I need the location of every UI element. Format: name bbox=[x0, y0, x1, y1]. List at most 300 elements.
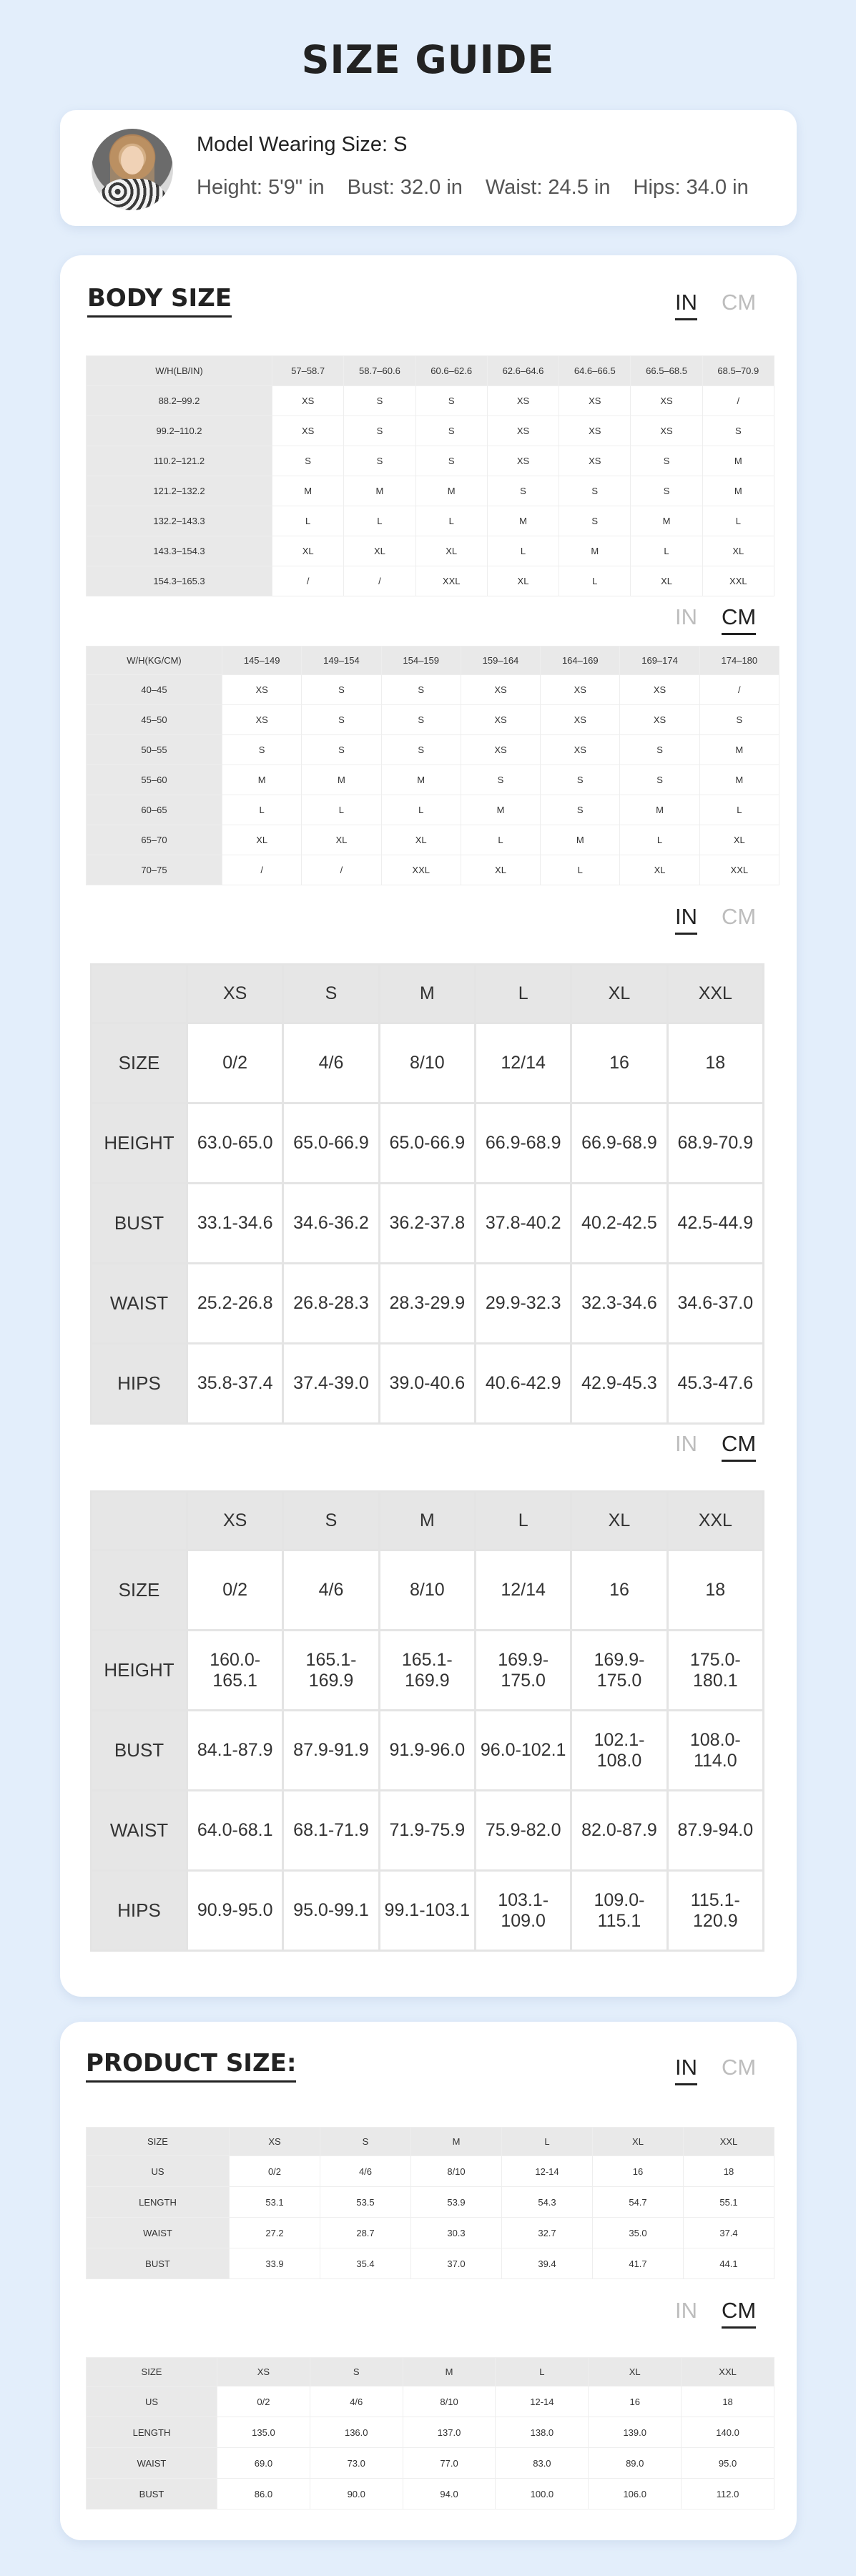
table-cell: S bbox=[461, 765, 540, 795]
table-cell: XS bbox=[461, 705, 540, 735]
model-measurements bbox=[197, 176, 749, 200]
unit-in-tab[interactable]: IN bbox=[675, 2055, 697, 2085]
table-cell: 27.2 bbox=[230, 2218, 320, 2248]
unit-in-tab[interactable]: IN bbox=[675, 290, 697, 320]
table-column-header: XXL bbox=[667, 965, 763, 1023]
unit-in-tab[interactable]: IN bbox=[675, 2298, 697, 2323]
table-cell: 44.1 bbox=[684, 2248, 774, 2279]
table-row-header: WAIST bbox=[87, 2448, 217, 2479]
table-row-header: 70–75 bbox=[87, 855, 222, 885]
unit-cm-tab[interactable]: CM bbox=[722, 2055, 757, 2080]
table-column-header: XXL bbox=[682, 2358, 774, 2386]
table-cell: 28.3-29.9 bbox=[379, 1264, 475, 1344]
table-cell: XXL bbox=[381, 855, 461, 885]
table-cell: 103.1-109.0 bbox=[475, 1871, 571, 1951]
table-cell: XL bbox=[381, 825, 461, 855]
table-row-header: HIPS bbox=[92, 1344, 187, 1424]
table-row bbox=[92, 1184, 764, 1264]
model-wearing-size: Model Wearing Size: S bbox=[197, 133, 408, 156]
table-cell: 34.6-37.0 bbox=[667, 1264, 763, 1344]
table-row bbox=[87, 476, 774, 506]
table-row-header: LENGTH bbox=[87, 2417, 217, 2448]
table-cell: S bbox=[620, 765, 699, 795]
table-cell: XS bbox=[272, 416, 344, 446]
table-cell: / bbox=[272, 566, 344, 596]
table-cell: S bbox=[381, 735, 461, 765]
table-row bbox=[87, 506, 774, 536]
unit-cm-tab[interactable]: CM bbox=[722, 2298, 756, 2329]
table-cell: 89.0 bbox=[589, 2448, 682, 2479]
table-cell: S bbox=[631, 446, 702, 476]
table-row bbox=[92, 1103, 764, 1184]
table-column-header: 60.6–62.6 bbox=[415, 356, 487, 386]
table-cell: 42.5-44.9 bbox=[667, 1184, 763, 1264]
table-cell: 169.9-175.0 bbox=[475, 1631, 571, 1711]
table-cell: M bbox=[461, 795, 540, 825]
table-row bbox=[87, 2417, 774, 2448]
table-row-header: 45–50 bbox=[87, 705, 222, 735]
table-cell: 16 bbox=[571, 1550, 667, 1631]
product-size-table-in bbox=[86, 2127, 774, 2279]
table-cell: 95.0-99.1 bbox=[283, 1871, 379, 1951]
table-cell: M bbox=[559, 536, 631, 566]
table-cell: 69.0 bbox=[217, 2448, 310, 2479]
table-cell: 40.6-42.9 bbox=[475, 1344, 571, 1424]
table-row-header: BUST bbox=[87, 2248, 230, 2279]
unit-cm-tab[interactable]: CM bbox=[722, 904, 757, 929]
table-cell: XS bbox=[559, 446, 631, 476]
weight-height-table-cm bbox=[86, 646, 779, 885]
table-row-header: LENGTH bbox=[87, 2187, 230, 2218]
table-cell: S bbox=[344, 386, 415, 416]
table-cell: S bbox=[620, 735, 699, 765]
table-cell: L bbox=[415, 506, 487, 536]
table-cell: 37.4 bbox=[684, 2218, 774, 2248]
table-row-header: 132.2–143.3 bbox=[87, 506, 272, 536]
table-cell: XXL bbox=[699, 855, 779, 885]
table-cell: XL bbox=[461, 855, 540, 885]
table-cell: XS bbox=[461, 735, 540, 765]
table-row-header: SIZE bbox=[92, 1550, 187, 1631]
table-cell: 45.3-47.6 bbox=[667, 1344, 763, 1424]
table-cell: 30.3 bbox=[411, 2218, 502, 2248]
table-cell: S bbox=[381, 705, 461, 735]
table-cell: / bbox=[302, 855, 381, 885]
table-cell: 135.0 bbox=[217, 2417, 310, 2448]
table-cell: S bbox=[487, 476, 559, 506]
table-corner-header: SIZE bbox=[87, 2358, 217, 2386]
table-cell: S bbox=[631, 476, 702, 506]
unit-in-tab[interactable]: IN bbox=[675, 1431, 697, 1456]
table-row bbox=[87, 735, 779, 765]
table-row-header: WAIST bbox=[92, 1264, 187, 1344]
table-cell: 90.0 bbox=[310, 2479, 403, 2509]
table-cell: L bbox=[702, 506, 774, 536]
table-cell: 112.0 bbox=[682, 2479, 774, 2509]
table-cell: 8/10 bbox=[379, 1023, 475, 1103]
table-column-header: M bbox=[379, 965, 475, 1023]
table-column-header: S bbox=[283, 1492, 379, 1550]
table-cell: 8/10 bbox=[403, 2386, 496, 2417]
table-cell: 55.1 bbox=[684, 2187, 774, 2218]
table-column-header: XL bbox=[589, 2358, 682, 2386]
table-cell: 66.9-68.9 bbox=[571, 1103, 667, 1184]
table-row-header: WAIST bbox=[92, 1791, 187, 1871]
table-cell: S bbox=[699, 705, 779, 735]
table-cell: 8/10 bbox=[411, 2156, 502, 2187]
table-cell: 37.4-39.0 bbox=[283, 1344, 379, 1424]
table-row bbox=[87, 765, 779, 795]
table-cell: XS bbox=[487, 416, 559, 446]
table-cell: 106.0 bbox=[589, 2479, 682, 2509]
table-row-header: US bbox=[87, 2156, 230, 2187]
table-cell: 169.9-175.0 bbox=[571, 1631, 667, 1711]
table-cell: / bbox=[702, 386, 774, 416]
table-cell: 87.9-91.9 bbox=[283, 1711, 379, 1791]
table-cell: L bbox=[559, 566, 631, 596]
table-cell: 64.0-68.1 bbox=[187, 1791, 283, 1871]
table-column-header: 62.6–64.6 bbox=[487, 356, 559, 386]
table-cell: 71.9-75.9 bbox=[379, 1791, 475, 1871]
table-row-header: HEIGHT bbox=[92, 1103, 187, 1184]
table-cell: 53.5 bbox=[320, 2187, 411, 2218]
table-row-header: WAIST bbox=[87, 2218, 230, 2248]
table-cell: 32.7 bbox=[502, 2218, 593, 2248]
table-cell: 39.4 bbox=[502, 2248, 593, 2279]
table-cell: M bbox=[699, 765, 779, 795]
table-cell: 63.0-65.0 bbox=[187, 1103, 283, 1184]
table-cell: L bbox=[541, 855, 620, 885]
table-cell: 12/14 bbox=[475, 1550, 571, 1631]
table-cell: M bbox=[272, 476, 344, 506]
table-cell: XS bbox=[272, 386, 344, 416]
table-cell: S bbox=[272, 446, 344, 476]
unit-cm-tab[interactable]: CM bbox=[722, 604, 756, 635]
table-cell: 4/6 bbox=[320, 2156, 411, 2187]
table-cell: 115.1-120.9 bbox=[667, 1871, 763, 1951]
unit-in-tab[interactable]: IN bbox=[675, 604, 697, 629]
table-column-header: 159–164 bbox=[461, 647, 540, 675]
table-cell: XS bbox=[541, 735, 620, 765]
table-cell: 102.1-108.0 bbox=[571, 1711, 667, 1791]
table-cell: 37.0 bbox=[411, 2248, 502, 2279]
table-column-header: XL bbox=[571, 1492, 667, 1550]
table-cell: 165.1-169.9 bbox=[283, 1631, 379, 1711]
table-row-header: 50–55 bbox=[87, 735, 222, 765]
table-cell: 138.0 bbox=[496, 2417, 589, 2448]
unit-cm-tab[interactable]: CM bbox=[722, 1431, 756, 1462]
table-row-header: US bbox=[87, 2386, 217, 2417]
table-cell: M bbox=[699, 735, 779, 765]
table-cell: 18 bbox=[667, 1550, 763, 1631]
table-row bbox=[87, 675, 779, 705]
table-cell: XL bbox=[415, 536, 487, 566]
product-size-title: PRODUCT SIZE: bbox=[86, 2049, 296, 2083]
table-cell: 165.1-169.9 bbox=[379, 1631, 475, 1711]
unit-toggle-wh-cm bbox=[675, 604, 756, 635]
table-cell: M bbox=[541, 825, 620, 855]
table-row bbox=[87, 795, 779, 825]
page-title: SIZE GUIDE bbox=[301, 37, 555, 82]
table-cell: 65.0-66.9 bbox=[283, 1103, 379, 1184]
table-cell: 84.1-87.9 bbox=[187, 1711, 283, 1791]
table-cell: S bbox=[415, 446, 487, 476]
table-row bbox=[92, 1631, 764, 1711]
table-cell: 87.9-94.0 bbox=[667, 1791, 763, 1871]
model-avatar bbox=[92, 129, 173, 210]
model-bust: Bust: 32.0 in bbox=[347, 176, 463, 199]
table-cell: XS bbox=[559, 416, 631, 446]
table-cell: XS bbox=[541, 675, 620, 705]
table-column-header: 154–159 bbox=[381, 647, 461, 675]
table-column-header: XS bbox=[217, 2358, 310, 2386]
table-cell: L bbox=[620, 825, 699, 855]
table-column-header: M bbox=[403, 2358, 496, 2386]
table-row bbox=[87, 2248, 774, 2279]
unit-cm-tab[interactable]: CM bbox=[722, 290, 757, 315]
table-cell: M bbox=[631, 506, 702, 536]
table-cell: M bbox=[344, 476, 415, 506]
table-cell: 86.0 bbox=[217, 2479, 310, 2509]
table-row-header: 55–60 bbox=[87, 765, 222, 795]
table-cell: 83.0 bbox=[496, 2448, 589, 2479]
table-cell: 82.0-87.9 bbox=[571, 1791, 667, 1871]
table-column-header: 57–58.7 bbox=[272, 356, 344, 386]
unit-toggle-product-in bbox=[675, 2055, 756, 2085]
table-cell: XS bbox=[620, 705, 699, 735]
table-cell: S bbox=[302, 735, 381, 765]
table-cell: 26.8-28.3 bbox=[283, 1264, 379, 1344]
table-cell: L bbox=[699, 795, 779, 825]
table-row bbox=[92, 1711, 764, 1791]
table-cell: XS bbox=[620, 675, 699, 705]
table-cell: 39.0-40.6 bbox=[379, 1344, 475, 1424]
table-cell: L bbox=[381, 795, 461, 825]
table-row bbox=[92, 1550, 764, 1631]
table-column-header: M bbox=[411, 2128, 502, 2156]
table-cell: S bbox=[541, 795, 620, 825]
table-cell: S bbox=[541, 765, 620, 795]
table-corner-header bbox=[92, 1492, 187, 1550]
table-row-header: BUST bbox=[92, 1711, 187, 1791]
table-cell: XS bbox=[487, 446, 559, 476]
table-column-header: 174–180 bbox=[699, 647, 779, 675]
table-cell: 140.0 bbox=[682, 2417, 774, 2448]
table-cell: M bbox=[702, 446, 774, 476]
table-cell: 33.9 bbox=[230, 2248, 320, 2279]
table-corner-header bbox=[92, 965, 187, 1023]
table-cell: 66.9-68.9 bbox=[475, 1103, 571, 1184]
table-cell: 91.9-96.0 bbox=[379, 1711, 475, 1791]
table-cell: 32.3-34.6 bbox=[571, 1264, 667, 1344]
table-column-header: L bbox=[475, 965, 571, 1023]
product-size-card bbox=[60, 2022, 797, 2540]
table-column-header: 68.5–70.9 bbox=[702, 356, 774, 386]
table-cell: / bbox=[699, 675, 779, 705]
table-corner-header: W/H(KG/CM) bbox=[87, 647, 222, 675]
table-cell: XL bbox=[487, 566, 559, 596]
table-cell: L bbox=[631, 536, 702, 566]
unit-toggle-body-in bbox=[675, 904, 756, 935]
table-cell: XL bbox=[702, 536, 774, 566]
table-cell: 175.0-180.1 bbox=[667, 1631, 763, 1711]
table-cell: 18 bbox=[684, 2156, 774, 2187]
table-cell: XL bbox=[620, 855, 699, 885]
table-cell: 35.0 bbox=[593, 2218, 684, 2248]
table-column-header: S bbox=[310, 2358, 403, 2386]
table-row-header: 88.2–99.2 bbox=[87, 386, 272, 416]
table-cell: 28.7 bbox=[320, 2218, 411, 2248]
table-row-header: 99.2–110.2 bbox=[87, 416, 272, 446]
table-cell: 16 bbox=[593, 2156, 684, 2187]
table-cell: S bbox=[415, 416, 487, 446]
table-cell: XS bbox=[559, 386, 631, 416]
table-row-header: 40–45 bbox=[87, 675, 222, 705]
table-row bbox=[87, 825, 779, 855]
table-row-header: 60–65 bbox=[87, 795, 222, 825]
table-cell: XL bbox=[631, 566, 702, 596]
table-cell: 4/6 bbox=[283, 1550, 379, 1631]
table-cell: 99.1-103.1 bbox=[379, 1871, 475, 1951]
table-row-header: 154.3–165.3 bbox=[87, 566, 272, 596]
table-cell: S bbox=[559, 506, 631, 536]
model-hips: Hips: 34.0 in bbox=[633, 176, 749, 199]
table-row bbox=[92, 1023, 764, 1103]
table-column-header: L bbox=[496, 2358, 589, 2386]
table-cell: 95.0 bbox=[682, 2448, 774, 2479]
table-cell: XL bbox=[699, 825, 779, 855]
table-cell: 68.1-71.9 bbox=[283, 1791, 379, 1871]
table-cell: S bbox=[381, 675, 461, 705]
table-cell: 75.9-82.0 bbox=[475, 1791, 571, 1871]
table-row-header: 110.2–121.2 bbox=[87, 446, 272, 476]
table-cell: 42.9-45.3 bbox=[571, 1344, 667, 1424]
table-row-header: BUST bbox=[87, 2479, 217, 2509]
table-cell: 4/6 bbox=[310, 2386, 403, 2417]
unit-toggle-wh-in bbox=[675, 290, 756, 320]
table-cell: S bbox=[302, 675, 381, 705]
table-row bbox=[87, 536, 774, 566]
table-cell: 108.0-114.0 bbox=[667, 1711, 763, 1791]
table-cell: L bbox=[222, 795, 302, 825]
table-cell: 35.8-37.4 bbox=[187, 1344, 283, 1424]
table-row bbox=[92, 1344, 764, 1424]
table-cell: 18 bbox=[682, 2386, 774, 2417]
table-cell: S bbox=[222, 735, 302, 765]
table-cell: 4/6 bbox=[283, 1023, 379, 1103]
table-cell: S bbox=[415, 386, 487, 416]
table-cell: 68.9-70.9 bbox=[667, 1103, 763, 1184]
table-cell: XXL bbox=[702, 566, 774, 596]
table-cell: 16 bbox=[589, 2386, 682, 2417]
table-column-header: S bbox=[320, 2128, 411, 2156]
table-cell: 41.7 bbox=[593, 2248, 684, 2279]
body-size-title: BODY SIZE bbox=[87, 284, 232, 318]
table-column-header: M bbox=[379, 1492, 475, 1550]
table-column-header: XS bbox=[187, 965, 283, 1023]
table-cell: 25.2-26.8 bbox=[187, 1264, 283, 1344]
table-cell: L bbox=[344, 506, 415, 536]
table-cell: XL bbox=[344, 536, 415, 566]
table-cell: 54.7 bbox=[593, 2187, 684, 2218]
table-cell: XS bbox=[461, 675, 540, 705]
table-column-header: 169–174 bbox=[620, 647, 699, 675]
product-size-table-cm bbox=[86, 2357, 774, 2509]
table-column-header: 64.6–66.5 bbox=[559, 356, 631, 386]
table-cell: 18 bbox=[667, 1023, 763, 1103]
table-row bbox=[87, 2156, 774, 2187]
unit-in-tab[interactable]: IN bbox=[675, 904, 697, 935]
table-cell: 16 bbox=[571, 1023, 667, 1103]
table-corner-header: W/H(LB/IN) bbox=[87, 356, 272, 386]
table-column-header: XL bbox=[593, 2128, 684, 2156]
table-cell: XL bbox=[272, 536, 344, 566]
table-cell: 137.0 bbox=[403, 2417, 496, 2448]
table-cell: 0/2 bbox=[187, 1023, 283, 1103]
table-cell: S bbox=[302, 705, 381, 735]
table-cell: 109.0-115.1 bbox=[571, 1871, 667, 1951]
table-column-header: XXL bbox=[667, 1492, 763, 1550]
table-row bbox=[87, 2479, 774, 2509]
table-cell: S bbox=[702, 416, 774, 446]
table-column-header: 145–149 bbox=[222, 647, 302, 675]
table-row bbox=[92, 1871, 764, 1951]
table-cell: 34.6-36.2 bbox=[283, 1184, 379, 1264]
body-size-table-cm bbox=[90, 1490, 764, 1952]
table-row-header: 65–70 bbox=[87, 825, 222, 855]
table-row-header: BUST bbox=[92, 1184, 187, 1264]
table-row-header: HIPS bbox=[92, 1871, 187, 1951]
table-cell: 0/2 bbox=[187, 1550, 283, 1631]
table-cell: M bbox=[487, 506, 559, 536]
table-cell: 96.0-102.1 bbox=[475, 1711, 571, 1791]
table-column-header: 149–154 bbox=[302, 647, 381, 675]
table-column-header: 164–169 bbox=[541, 647, 620, 675]
model-info-card bbox=[60, 110, 797, 226]
table-cell: 35.4 bbox=[320, 2248, 411, 2279]
table-cell: M bbox=[620, 795, 699, 825]
table-column-header: XL bbox=[571, 965, 667, 1023]
unit-toggle-body-cm bbox=[675, 1431, 756, 1462]
table-row bbox=[87, 2218, 774, 2248]
table-cell: / bbox=[222, 855, 302, 885]
table-cell: XL bbox=[302, 825, 381, 855]
table-cell: 8/10 bbox=[379, 1550, 475, 1631]
table-row-header: HEIGHT bbox=[92, 1631, 187, 1711]
table-cell: 29.9-32.3 bbox=[475, 1264, 571, 1344]
table-cell: M bbox=[381, 765, 461, 795]
body-size-card bbox=[60, 255, 797, 1997]
table-cell: XS bbox=[631, 416, 702, 446]
table-cell: 160.0-165.1 bbox=[187, 1631, 283, 1711]
table-cell: / bbox=[344, 566, 415, 596]
table-column-header: L bbox=[502, 2128, 593, 2156]
table-cell: M bbox=[415, 476, 487, 506]
table-column-header: XS bbox=[187, 1492, 283, 1550]
body-size-table-in bbox=[90, 963, 764, 1425]
table-cell: 65.0-66.9 bbox=[379, 1103, 475, 1184]
table-column-header: 66.5–68.5 bbox=[631, 356, 702, 386]
table-column-header: XS bbox=[230, 2128, 320, 2156]
weight-height-table-in bbox=[86, 355, 774, 596]
table-cell: L bbox=[487, 536, 559, 566]
table-cell: L bbox=[272, 506, 344, 536]
table-row-header: SIZE bbox=[92, 1023, 187, 1103]
table-cell: 37.8-40.2 bbox=[475, 1184, 571, 1264]
table-cell: XS bbox=[222, 705, 302, 735]
table-cell: 12-14 bbox=[502, 2156, 593, 2187]
table-cell: XS bbox=[487, 386, 559, 416]
